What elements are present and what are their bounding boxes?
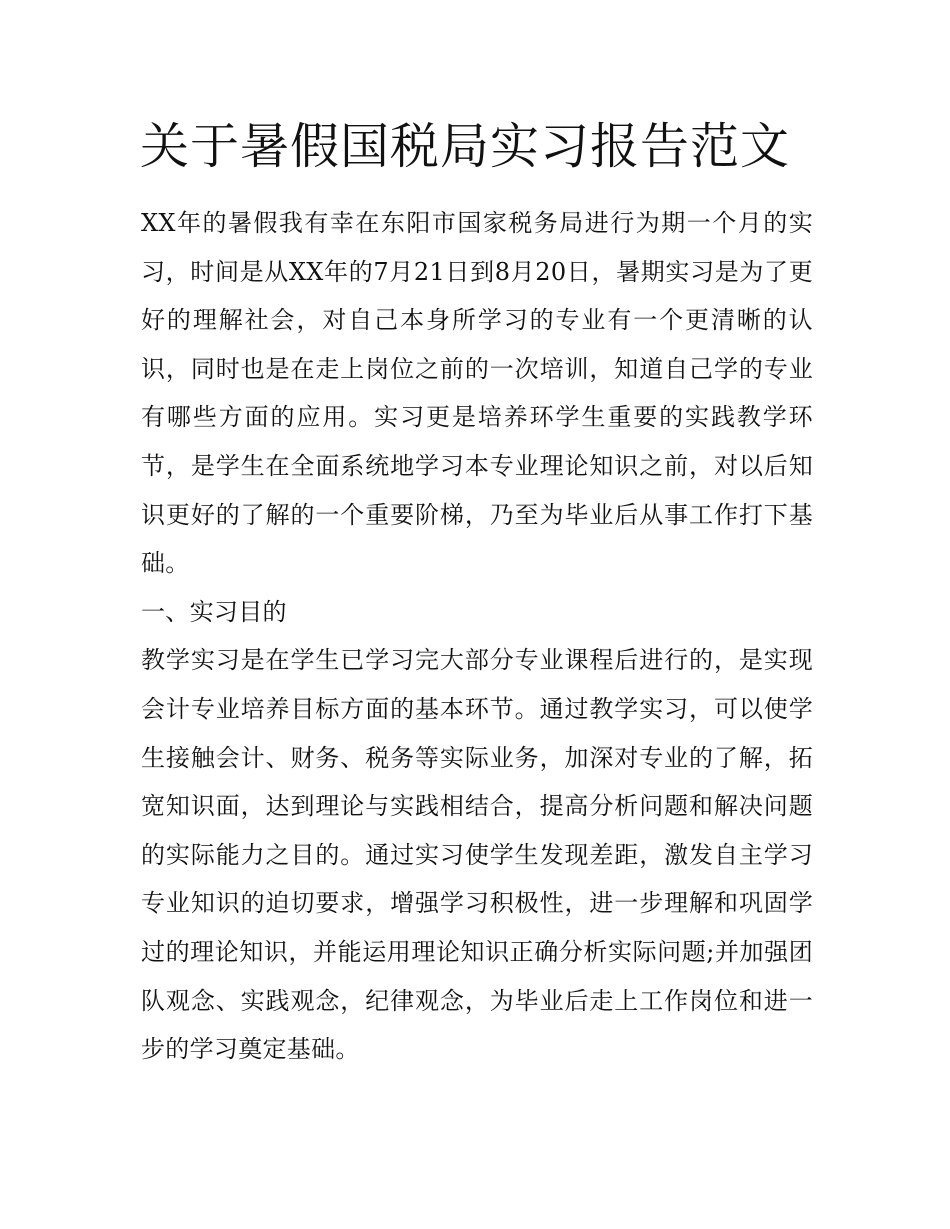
document-title: 关于暑假国税局实习报告范文 bbox=[140, 118, 791, 175]
paragraph-intro: XX年的暑假我有幸在东阳市国家税务局进行为期一个月的实习，时间是从XX年的7月21日到8月20日，暑期实习是为了更好的理解社会，对自己本身所学习的专业有一个更清晰的认识，同时也是在走上岗位之前的一次培训，知道自己学的专业有哪些方面的应用。实习更是培养环学生重要的实践教学环节，是学生在全面系统地学习本专业理论知识之前，对以后知识更好的了解的一个重要阶梯，乃至为毕业后从事工作打下基础。 bbox=[141, 209, 813, 578]
section-heading-purpose: 一、实习目的 bbox=[141, 597, 287, 626]
paragraph-purpose: 教学实习是在学生已学习完大部分专业课程后进行的，是实现会计专业培养目标方面的基本环节。通过教学实习，可以使学生接触会计、财务、税务等实际业务，加深对专业的了解，拓宽知识面，达到理论与实践相结合，提高分析问题和解决问题的实际能力之目的。通过实习使学生发现差距，激发自主学习专业知识的迫切要求，增强学习积极性，进一步理解和巩固学过的理论知识，并能运用理论知识正确分析实际问题;并加强团队观念、实践观念，纪律观念，为毕业后走上工作岗位和进一步的学习奠定基础。 bbox=[141, 646, 813, 1064]
document-body bbox=[141, 199, 813, 1074]
